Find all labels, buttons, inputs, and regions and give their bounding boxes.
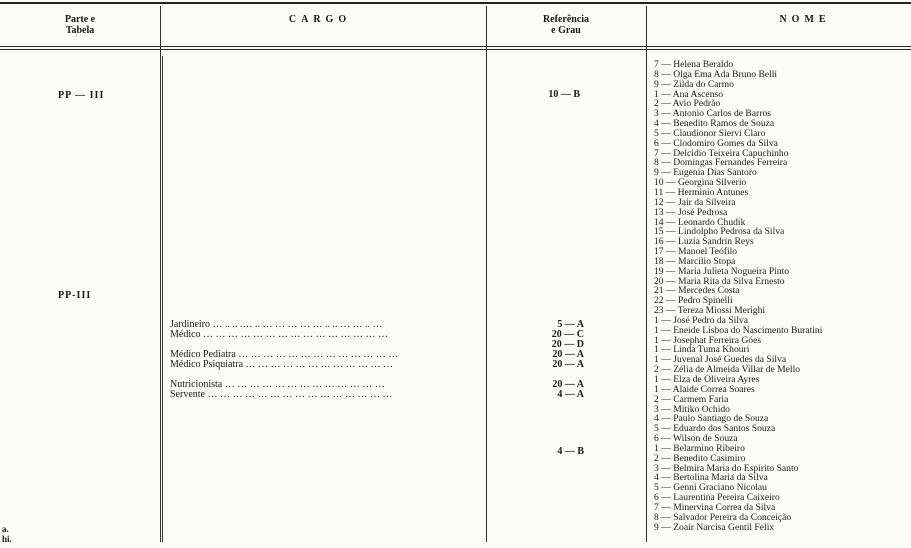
name-entry: 5 — Genni Graciano Nicolau <box>654 482 767 494</box>
header-nome: NOME <box>779 14 831 25</box>
part-label-2: PP-III <box>58 290 92 301</box>
col-divider-1b <box>162 56 163 542</box>
name-entry: 11 — Herminio Antunes <box>654 186 749 198</box>
header-bottom-rule-2 <box>0 49 911 50</box>
name-entry: 6 — Wilson de Souza <box>654 433 738 445</box>
name-entry: 20 — Maria Rita da Silva Ernesto <box>654 275 785 287</box>
part-label-1: PP — III <box>58 90 105 101</box>
name-entry: 15 — Lindolpho Pedrosa da Silva <box>654 226 785 238</box>
name-entry: 9 — Eugenia Dias Santoro <box>654 167 757 179</box>
name-entry: 8 — Salvador Pereira da Conceição <box>654 511 792 523</box>
name-entry: 12 — Jair da Silveira <box>654 196 736 208</box>
name-entry: 1 — Linda Tuma Khouri <box>654 344 750 356</box>
cargo-medico-psiquiatra: Médico Psiquiatra … … … … … … … … … … … … <box>170 359 394 370</box>
name-entry: 8 — Olga Ema Ada Bruno Belli <box>654 68 778 80</box>
col-divider-3 <box>646 6 647 542</box>
name-entry: 17 — Manoel Teófilo <box>654 246 738 258</box>
ref-medico-d: 20 — D <box>551 339 584 350</box>
name-entry: 4 — Bertolina Maria da Silva <box>654 472 768 484</box>
ref-nutricionista: 20 — A <box>552 379 584 390</box>
name-entry: 9 — Zilda do Carmo <box>654 78 734 90</box>
name-entry: 3 — Belmira Maria do Espírito Santo <box>654 462 799 474</box>
ref-jardineiro: 5 — A <box>557 319 584 330</box>
name-entry: 3 — Antonio Carlos de Barros <box>654 108 771 120</box>
name-entry: 1 — Juvenal José Guedes da Silva <box>654 354 787 366</box>
header-tabela: Tabela <box>65 25 95 36</box>
cargo-servente: Servente … … … … … … … … … … … … … … … <box>170 389 393 400</box>
name-entry: 9 — Zoair Narcisa Gentil Felix <box>654 521 775 533</box>
name-entry: 16 — Luzia Sandrin Reys <box>654 236 754 248</box>
header-grau: e Grau <box>551 25 581 36</box>
name-entry: 10 — Georgina Silverio <box>654 177 747 189</box>
name-entry: 1 — Elza de Oliveira Ayres <box>654 374 760 385</box>
col-divider-1 <box>160 6 161 542</box>
name-entry: 1 — Josephat Ferreira Góes <box>654 334 762 346</box>
cargo-nutricionista: Nutricionista … … … … … … … … … … … … … <box>170 379 385 390</box>
name-entry: 1 — Eneide Lisboa do Nascimento Buratini <box>654 324 823 336</box>
name-entry: 2 — Carmem Faria <box>654 393 729 405</box>
name-entry: 8 — Domingas Fernandes Ferreira <box>654 157 788 169</box>
cargo-jardineiro: Jardineiro … .. .. .… .. … … … … … .. .. … … .. … <box>170 319 383 330</box>
name-entry: 6 — Laurentina Pereira Caixeiro <box>654 492 780 504</box>
name-entry: 23 — Tereza Miossi Merighi <box>654 305 766 317</box>
name-entry: 2 — Avio Pedrão <box>654 98 721 110</box>
name-entry: 13 — José Pedrosa <box>654 206 728 218</box>
ref-medico-c: 20 — C <box>551 329 584 340</box>
name-entry: 4 — Benedito Ramos de Souza <box>654 118 775 130</box>
name-entry: 5 — Eduardo dos Santos Souza <box>654 423 776 435</box>
name-entry: 22 — Pedro Spinelli <box>654 295 733 307</box>
name-entry: 1 — Belarmino Ribeiro <box>654 442 745 454</box>
col-divider-2 <box>486 6 487 542</box>
header-parte: Parte e <box>64 14 96 25</box>
cargo-medico-pediatra: Médico Pediatra … … … … … … … … … … … … … <box>170 349 399 360</box>
name-entry: 19 — Maria Julieta Nogueira Pinto <box>654 265 790 277</box>
header-referencia-grau <box>516 14 616 36</box>
name-entry: 14 — Leonardo Chudik <box>654 216 746 228</box>
name-entry: 7 — Helena Beraldo <box>654 59 734 70</box>
name-entry: 18 — Marcilio Stopa <box>654 255 736 267</box>
ref-top: 10 — B <box>548 89 580 100</box>
name-entry: 1 — Ana Ascenso <box>654 88 724 100</box>
name-entry: 2 — Benedito Casimiro <box>654 452 746 464</box>
ref-medico-pediatra: 20 — A <box>552 349 584 360</box>
header-bottom-rule <box>0 46 911 47</box>
ref-medico-psiquiatra: 20 — A <box>552 359 584 370</box>
ref-bottom: 4 — B <box>557 446 584 457</box>
name-entry: 6 — Clodomiro Gomes da Silva <box>654 137 778 149</box>
names-list <box>654 60 822 533</box>
header-referencia: Referência <box>542 14 590 25</box>
name-entry: 5 — Claudionor Siervi Claro <box>654 127 766 139</box>
name-entry: 21 — Mercedes Costa <box>654 285 740 297</box>
header-parte-tabela <box>40 14 120 36</box>
margin-text-1: a. <box>2 524 9 534</box>
ref-servente: 4 — A <box>557 389 584 400</box>
name-entry: 4 — Paulo Santiago de Souza <box>654 413 769 425</box>
header-cargo: CARGO <box>288 14 352 25</box>
name-entry: 2 — Zélia de Almeida Villar de Mello <box>654 364 801 376</box>
name-entry: 1 — José Pedro da Silva <box>654 314 749 326</box>
margin-text-2: hi. <box>2 534 12 544</box>
cargo-medico: Médico … … … … … … … … … … … … … … … <box>170 329 389 340</box>
name-entry: 3 — Mitiko Ochido <box>654 403 730 415</box>
name-entry: 7 — Minervina Correa da Silva <box>654 501 776 513</box>
name-entry: 7 — Delcidio Teixeira Capuchinho <box>654 147 789 159</box>
name-entry: 1 — Alaide Correa Soares <box>654 383 755 395</box>
top-rule <box>0 2 911 4</box>
